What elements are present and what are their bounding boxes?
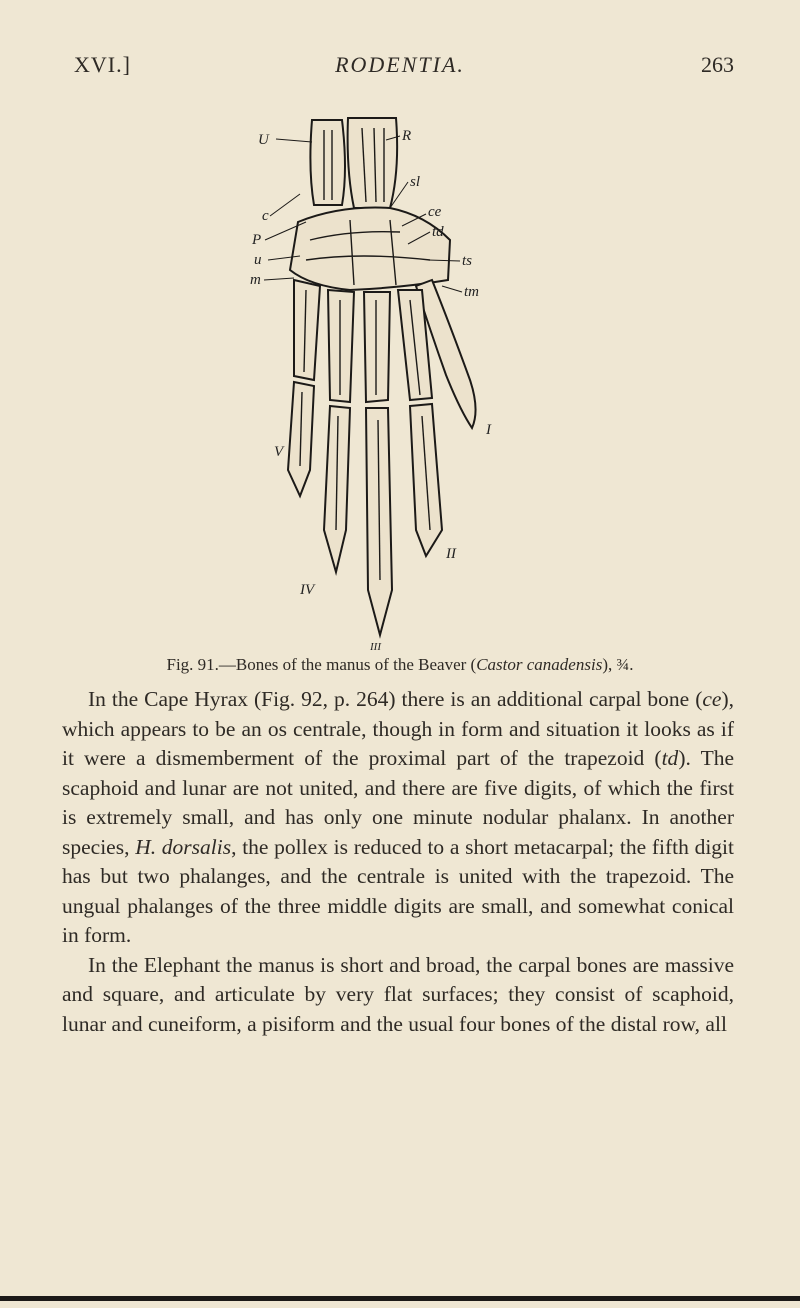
running-head-title: RODENTIA. [335,52,465,77]
label-digit-ii: II [446,546,456,562]
italic-run: H. dorsalis [135,834,232,859]
running-head-chapter: XVI.] [74,52,131,77]
label-digit-iv: IV [300,582,315,598]
beaver-manus-figure [250,110,530,655]
label-unciform: u [254,252,262,268]
label-digit-iii: III [370,641,381,653]
text-run: ), which appears to be an os centrale, though in form and situation it looks as if it were a dismemberment of the proximal part of the trapezoid ( [62,687,734,770]
text-run: ). The scaphoid and lunar are not united, and there are five digits, of which the first is extremely small, and has only one minute nodular phalanx. In another species, [62,746,734,859]
label-digit-v: V [274,444,284,460]
label-pisiform: P [252,232,262,248]
text-run: In the Cape Hyrax (Fig. 92, p. 264) there is an additional carpal bone ( [88,687,703,711]
label-cuneiform: c [262,208,269,224]
caption-species: Castor canadensis [476,655,603,674]
paragraph-hyrax [62,685,734,951]
page-number: 263 [701,52,734,77]
italic-run: ce [702,687,722,711]
digit-v-metacarpal [294,280,320,380]
label-ulna: U [258,132,269,148]
label-sesamoid: ts [462,253,473,269]
label-scapholunar: sl [410,174,421,190]
carpal-bones [290,208,450,290]
italic-run: td [661,746,679,770]
label-trapezoid: td [432,224,444,240]
caption-prefix: Fig. 91.—Bones of the manus of the Beaver ( [166,655,477,674]
radius-bone [348,118,398,208]
digit-iv-metacarpal [328,290,354,402]
paragraph-elephant: In the Elephant the manus is short and broad, the carpal bones are massive and square, and articulate by very flat surfaces; they consist of scaphoid, lunar and cuneiform, a pisiform and the usual four bones of the distal row, all [62,952,734,1036]
body-text [62,685,734,1039]
label-centrale: ce [428,204,442,220]
label-digit-i: I [486,422,491,438]
figure-caption [0,655,800,675]
label-radius: R [402,128,412,144]
caption-suffix: ), ¾. [602,655,634,674]
label-magnum: m [250,272,261,288]
label-trapezium: tm [464,284,479,300]
digit-iii-metacarpal [364,292,390,402]
ulna-bone [310,120,345,205]
bottom-edge-rule [0,1296,800,1301]
text-run: , the pollex is reduced to a short metacarpal; the fifth digit has but two phalanges, and the centrale is united with the trapezoid. The ungual phalanges of the three middle digits are small, and somewhat conical in form. [62,834,734,947]
